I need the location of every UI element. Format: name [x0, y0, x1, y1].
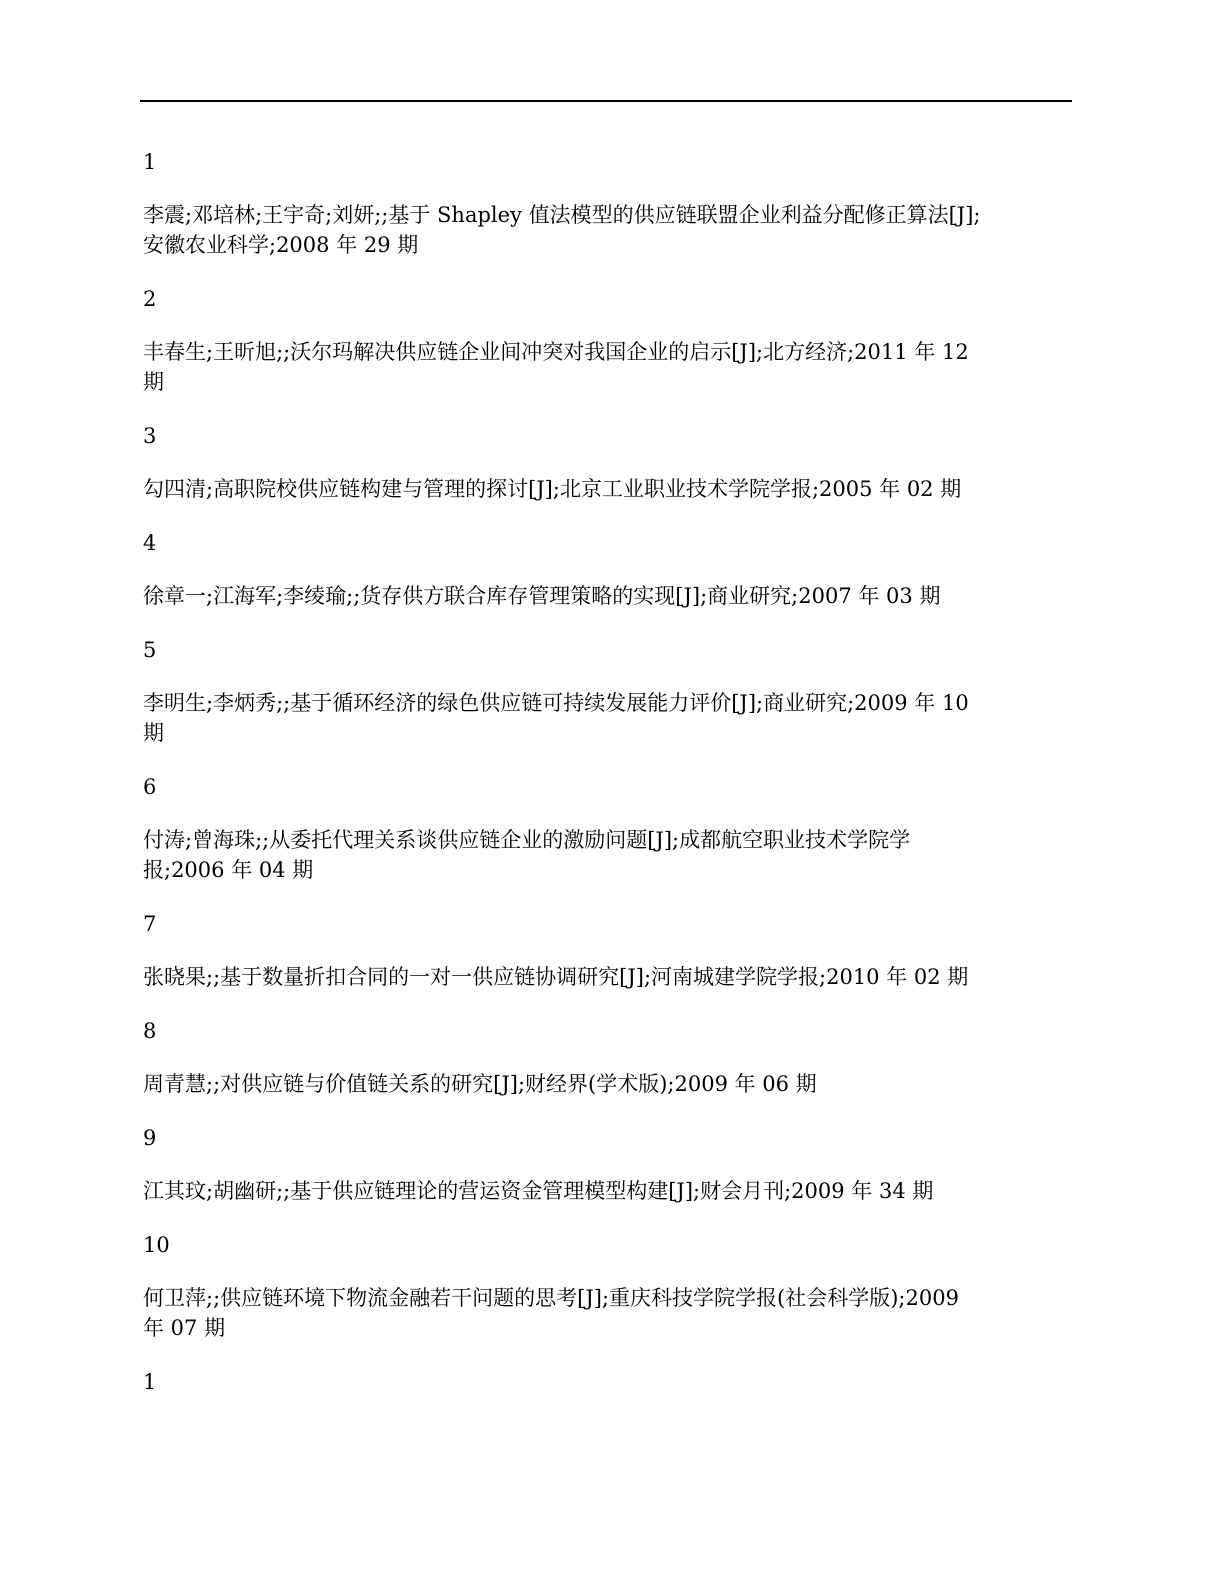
- header-rule: [140, 100, 1072, 102]
- reference-number: 1: [143, 150, 157, 174]
- reference-entry: 勾四清;高职院校供应链构建与管理的探讨[J];北京工业职业技术学院学报;2005 年 02 期: [143, 477, 962, 501]
- reference-entry: 周青慧;;对供应链与价值链关系的研究[J];财经界(学术版);2009 年 06 期: [143, 1072, 817, 1096]
- reference-entry: 李震;邓培林;王宇奇;刘妍;;基于 Shapley 值法模型的供应链联盟企业利益分配修正算法[J]; 安徽农业科学;2008 年 29 期: [143, 203, 981, 257]
- reference-number: 3: [143, 424, 157, 448]
- reference-number: 7: [143, 912, 157, 936]
- reference-entry: 何卫萍;;供应链环境下物流金融若干问题的思考[J];重庆科技学院学报(社会科学版);2009 年 07 期: [143, 1286, 959, 1340]
- reference-number: 4: [143, 531, 157, 555]
- reference-entry: 江其玟;胡幽研;;基于供应链理论的营运资金管理模型构建[J];财会月刊;2009 年 34 期: [143, 1179, 934, 1203]
- reference-number: 5: [143, 638, 157, 662]
- reference-entry: 付涛;曾海珠;;从委托代理关系谈供应链企业的激励问题[J];成都航空职业技术学院学 报;2006 年 04 期: [143, 828, 911, 882]
- reference-number: 8: [143, 1019, 157, 1043]
- reference-entry: 丰春生;王昕旭;;沃尔玛解决供应链企业间冲突对我国企业的启示[J];北方经济;2011 年 12 期: [143, 340, 969, 394]
- reference-number: 9: [143, 1126, 157, 1150]
- reference-number: 10: [143, 1233, 170, 1257]
- reference-entry: 徐章一;江海军;李绫瑜;;货存供方联合库存管理策略的实现[J];商业研究;2007 年 03 期: [143, 584, 941, 608]
- reference-entry: 李明生;李炳秀;;基于循环经济的绿色供应链可持续发展能力评价[J];商业研究;2009 年 10 期: [143, 691, 969, 745]
- reference-number: 2: [143, 287, 157, 311]
- reference-entry: 张晓果;;基于数量折扣合同的一对一供应链协调研究[J];河南城建学院学报;2010 年 02 期: [143, 965, 969, 989]
- reference-number: 1: [143, 1370, 157, 1394]
- reference-number: 6: [143, 775, 157, 799]
- reference-list: [143, 147, 1058, 1397]
